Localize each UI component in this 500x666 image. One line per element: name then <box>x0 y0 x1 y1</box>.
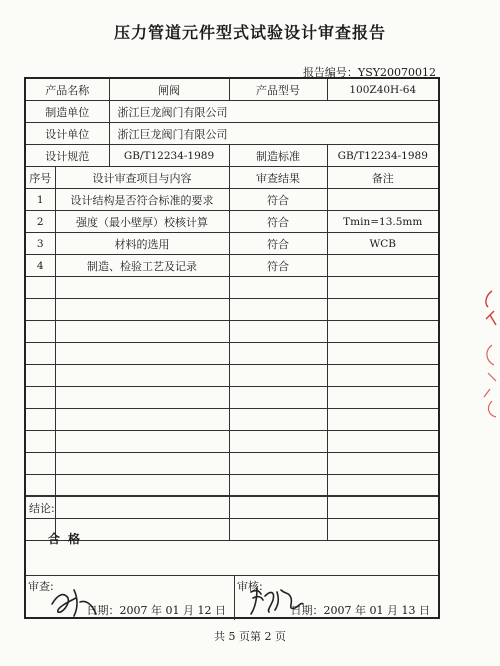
review-signoff <box>26 576 235 620</box>
row-result: 符合 <box>229 233 327 255</box>
table-row <box>26 211 438 233</box>
empty-row <box>26 409 438 431</box>
review-date: 日期：2007 年 01 月 12 日 <box>86 604 226 617</box>
row-item: 强度（最小壁厚）校核计算 <box>55 211 229 233</box>
row-item: 材料的选用 <box>55 233 229 255</box>
product-model-label: 产品型号 <box>229 79 327 101</box>
product-model-value: 100Z40H-64 <box>327 79 438 101</box>
row-note <box>327 189 438 211</box>
product-name-label: 产品名称 <box>26 79 109 101</box>
row-result: 符合 <box>229 211 327 233</box>
stamp-fragment <box>478 285 500 425</box>
review-label: 审查: <box>28 580 54 593</box>
row-result: 符合 <box>229 255 327 277</box>
row-item: 制造、检验工艺及记录 <box>55 255 229 277</box>
row-note: WCB <box>327 233 438 255</box>
row-no: 1 <box>26 189 55 211</box>
table-row <box>26 255 438 277</box>
conclusion-label: 结论: <box>29 502 55 515</box>
manufacturer-label: 制造单位 <box>26 101 109 123</box>
page-footer: 共 5 页第 2 页 <box>214 630 286 643</box>
row-result: 符合 <box>229 189 327 211</box>
report-number: 报告编号：YSY20070012 <box>302 66 436 79</box>
mfg-standard-value: GB/T12234-1989 <box>327 145 438 167</box>
empty-row <box>26 453 438 475</box>
report-grid <box>26 79 438 541</box>
conclusion-section <box>26 495 438 575</box>
row-no: 4 <box>26 255 55 277</box>
row-standards <box>26 145 438 167</box>
empty-row <box>26 277 438 299</box>
row-no: 2 <box>26 211 55 233</box>
approve-signoff <box>235 576 438 620</box>
header-note: 备注 <box>327 167 438 189</box>
header-no: 序号 <box>26 167 55 189</box>
empty-row <box>26 343 438 365</box>
table-row <box>26 233 438 255</box>
header-item: 设计审查项目与内容 <box>55 167 229 189</box>
empty-row <box>26 365 438 387</box>
design-spec-value: GB/T12234-1989 <box>109 145 229 167</box>
report-title: 压力管道元件型式试验设计审查报告 <box>113 23 386 42</box>
row-note: Tmin=13.5mm <box>327 211 438 233</box>
manufacturer-value: 浙江巨龙阀门有限公司 <box>109 101 438 123</box>
row-designer <box>26 123 438 145</box>
empty-row <box>26 299 438 321</box>
approve-label: 审核: <box>237 580 263 593</box>
mfg-standard-label: 制造标准 <box>229 145 327 167</box>
product-name-value: 闸阀 <box>109 79 229 101</box>
empty-row <box>26 431 438 453</box>
table-row <box>26 189 438 211</box>
designer-value: 浙江巨龙阀门有限公司 <box>109 123 438 145</box>
designer-label: 设计单位 <box>26 123 109 145</box>
row-manufacturer <box>26 101 438 123</box>
row-note <box>327 255 438 277</box>
report-form <box>24 77 440 619</box>
conclusion-value: 合格 <box>48 532 89 546</box>
row-no: 3 <box>26 233 55 255</box>
empty-row <box>26 387 438 409</box>
header-result: 审查结果 <box>229 167 327 189</box>
empty-row <box>26 475 438 497</box>
row-product-name <box>26 79 438 101</box>
review-header-row <box>26 167 438 189</box>
empty-row <box>26 321 438 343</box>
design-spec-label: 设计规范 <box>26 145 109 167</box>
signoff-section <box>26 575 438 619</box>
row-item: 设计结构是否符合标准的要求 <box>55 189 229 211</box>
approve-date: 日期：2007 年 01 月 13 日 <box>290 604 430 617</box>
